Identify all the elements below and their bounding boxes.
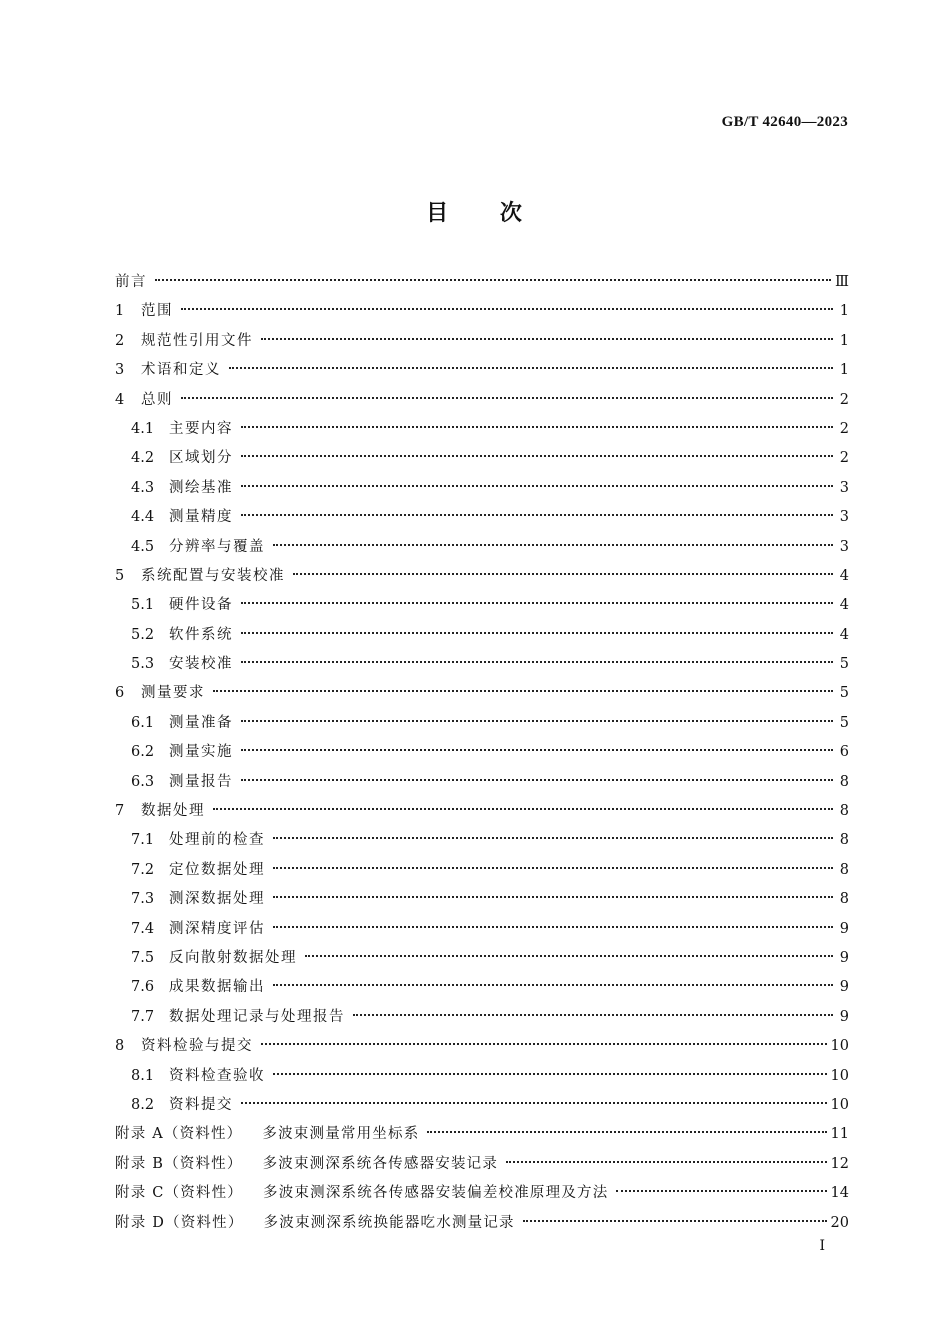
toc-entry-label: 系统配置与安装校准 xyxy=(141,567,285,584)
toc-entry-number: 4.3 xyxy=(131,479,155,496)
toc-entry-label: 范围 xyxy=(141,303,173,320)
toc-title-char-1: 目 xyxy=(426,200,451,226)
toc-entry[interactable] xyxy=(115,417,849,446)
toc-entry-page: 8 xyxy=(839,891,849,908)
dot-leader xyxy=(241,485,833,487)
toc-entry-number: 1 xyxy=(115,303,125,320)
toc-entry-label: 测量精度 xyxy=(169,509,233,526)
toc-entry-page: 6 xyxy=(839,744,849,761)
page-number: I xyxy=(819,1238,825,1254)
toc-entry-number: 8.2 xyxy=(131,1096,155,1113)
dot-leader xyxy=(241,749,833,751)
toc-entry-page: 10 xyxy=(830,1038,849,1055)
toc-entry[interactable] xyxy=(115,917,849,946)
appendix-tag: 附录 C（资料性） xyxy=(115,1185,244,1202)
toc-entry-number: 8 xyxy=(115,1038,125,1055)
toc-entry-label: 测量准备 xyxy=(169,714,233,731)
toc-entry-number: 5 xyxy=(115,567,125,584)
toc-entry-label: 前言 xyxy=(115,274,147,290)
toc-entry-number: 5.3 xyxy=(131,656,155,673)
toc-entry-label: 测量实施 xyxy=(169,744,233,761)
toc-entry-label: 反向散射数据处理 xyxy=(169,949,297,966)
toc-entry[interactable] xyxy=(115,564,849,593)
toc-entry-page: 8 xyxy=(839,773,849,790)
toc-title xyxy=(0,196,950,227)
appendix-label: 多波束测深系统各传感器安装记录 xyxy=(262,1155,499,1172)
toc-entry-label: 测深数据处理 xyxy=(169,891,265,908)
appendix-label: 多波束测深系统各传感器安装偏差校准原理及方法 xyxy=(263,1185,609,1202)
toc-entry-page: 5 xyxy=(839,685,849,702)
appendix-page: 11 xyxy=(830,1126,849,1143)
toc-entry[interactable] xyxy=(115,299,849,328)
toc-entry[interactable] xyxy=(115,652,849,681)
toc-entry[interactable] xyxy=(115,505,849,534)
toc-entry-number: 4.5 xyxy=(131,538,155,555)
toc-entry-number: 7.5 xyxy=(131,949,155,966)
toc-entry-page: 8 xyxy=(839,803,849,820)
toc-entry[interactable] xyxy=(115,711,849,740)
toc-entry-label: 测量要求 xyxy=(141,685,205,702)
toc-entry-number: 7.1 xyxy=(131,832,155,849)
toc-entry-label: 区域划分 xyxy=(169,450,233,467)
toc-entry-number: 6.3 xyxy=(131,773,155,790)
toc-entry-label: 术语和定义 xyxy=(141,362,221,379)
appendix-tag: 附录 B（资料性） xyxy=(115,1155,243,1172)
toc-entry[interactable] xyxy=(115,858,849,887)
toc-entry-page: 4 xyxy=(839,567,849,584)
dot-leader xyxy=(261,338,833,340)
toc-entry-label: 分辨率与覆盖 xyxy=(169,538,265,555)
toc-entry[interactable] xyxy=(115,681,849,710)
toc-entry-page: 2 xyxy=(839,420,849,437)
dot-leader xyxy=(241,661,833,663)
toc-entry-page: 8 xyxy=(839,832,849,849)
toc-entry-number: 6.1 xyxy=(131,714,155,731)
toc-entry[interactable] xyxy=(115,446,849,475)
toc-entry[interactable] xyxy=(115,770,849,799)
toc-entry-page: Ⅲ xyxy=(835,274,849,290)
toc-entry-page: 1 xyxy=(839,303,849,320)
toc-entry-number: 2 xyxy=(115,332,125,349)
appendix-page: 12 xyxy=(830,1155,849,1172)
toc-entry[interactable] xyxy=(115,388,849,417)
dot-leader xyxy=(261,1043,827,1045)
toc-entry-label: 数据处理记录与处理报告 xyxy=(169,1008,345,1025)
toc-entry-number: 3 xyxy=(115,362,125,379)
toc-entry-label: 测量报告 xyxy=(169,773,233,790)
appendix-tag: 附录 A（资料性） xyxy=(115,1126,243,1143)
appendix-label: 多波束测深系统换能器吃水测量记录 xyxy=(263,1214,515,1231)
toc-entry-number: 8.1 xyxy=(131,1067,155,1084)
toc-entry-label: 定位数据处理 xyxy=(169,861,265,878)
toc-entry-page: 10 xyxy=(830,1067,849,1084)
toc-entry-number: 5.1 xyxy=(131,597,155,614)
toc-entry-label: 硬件设备 xyxy=(169,597,233,614)
toc-entry-label: 资料检验与提交 xyxy=(141,1038,253,1055)
toc-title-char-2: 次 xyxy=(499,200,524,226)
dot-leader xyxy=(241,426,833,428)
dot-leader xyxy=(273,544,833,546)
toc-entry-label: 数据处理 xyxy=(141,803,205,820)
dot-leader xyxy=(616,1190,826,1192)
dot-leader xyxy=(273,896,833,898)
toc-entry[interactable] xyxy=(115,946,849,975)
toc-entry-label: 成果数据输出 xyxy=(169,979,265,996)
dot-leader xyxy=(229,367,833,369)
dot-leader xyxy=(155,279,831,281)
dot-leader xyxy=(293,573,833,575)
toc-entry-page: 3 xyxy=(839,538,849,555)
table-of-contents xyxy=(115,270,849,1240)
toc-entry-page: 2 xyxy=(839,450,849,467)
toc-appendix-entry[interactable] xyxy=(115,1152,849,1181)
dot-leader xyxy=(506,1161,826,1163)
toc-entry-label: 资料提交 xyxy=(169,1096,233,1113)
toc-entry-number: 5.2 xyxy=(131,626,155,643)
toc-entry-number: 7.7 xyxy=(131,1008,155,1025)
toc-entry-label: 总则 xyxy=(141,391,173,408)
toc-entry-number: 6.2 xyxy=(131,744,155,761)
appendix-label: 多波束测量常用坐标系 xyxy=(262,1126,420,1143)
toc-entry-page: 9 xyxy=(839,979,849,996)
toc-entry-number: 4.4 xyxy=(131,509,155,526)
toc-appendix-entry[interactable] xyxy=(115,1211,849,1240)
dot-leader xyxy=(241,1102,827,1104)
toc-entry-label: 主要内容 xyxy=(169,420,233,437)
toc-entry[interactable] xyxy=(115,329,849,358)
toc-entry-number: 4.1 xyxy=(131,420,155,437)
dot-leader xyxy=(241,779,833,781)
toc-entry-page: 3 xyxy=(839,509,849,526)
toc-entry-label: 规范性引用文件 xyxy=(141,332,253,349)
toc-entry-label: 安装校准 xyxy=(169,656,233,673)
standard-code: GB/T 42640—2023 xyxy=(721,114,848,130)
dot-leader xyxy=(213,690,833,692)
toc-entry-page: 3 xyxy=(839,479,849,496)
dot-leader xyxy=(273,867,833,869)
toc-entry-page: 5 xyxy=(839,714,849,731)
dot-leader xyxy=(181,397,833,399)
toc-entry-page: 1 xyxy=(839,332,849,349)
dot-leader xyxy=(241,632,833,634)
toc-entry-number: 7.6 xyxy=(131,979,155,996)
appendix-page: 20 xyxy=(830,1214,849,1231)
toc-entry[interactable] xyxy=(115,975,849,1004)
toc-entry[interactable] xyxy=(115,1093,849,1122)
dot-leader xyxy=(241,602,833,604)
toc-entry-label: 软件系统 xyxy=(169,626,233,643)
toc-entry-label: 资料检查验收 xyxy=(169,1067,265,1084)
toc-entry[interactable] xyxy=(115,593,849,622)
toc-entry-page: 9 xyxy=(839,949,849,966)
toc-entry[interactable] xyxy=(115,358,849,387)
toc-entry-page: 9 xyxy=(839,1008,849,1025)
toc-entry-label: 处理前的检查 xyxy=(169,832,265,849)
toc-entry[interactable] xyxy=(115,535,849,564)
dot-leader xyxy=(273,926,833,928)
toc-entry[interactable] xyxy=(115,476,849,505)
dot-leader xyxy=(273,984,833,986)
toc-entry[interactable] xyxy=(115,799,849,828)
appendix-page: 14 xyxy=(830,1185,849,1202)
toc-entry-page: 4 xyxy=(839,626,849,643)
toc-appendix-entry[interactable] xyxy=(115,1122,849,1151)
toc-entry-page: 1 xyxy=(839,362,849,379)
toc-entry[interactable] xyxy=(115,740,849,769)
dot-leader xyxy=(273,1073,827,1075)
dot-leader xyxy=(241,514,833,516)
toc-entry-page: 2 xyxy=(839,391,849,408)
toc-entry-number: 4 xyxy=(115,391,125,408)
toc-entry-number: 7.2 xyxy=(131,861,155,878)
toc-entry-page: 4 xyxy=(839,597,849,614)
toc-entry[interactable] xyxy=(115,887,849,916)
toc-entry-number: 6 xyxy=(115,685,125,702)
toc-entry-number: 7.3 xyxy=(131,891,155,908)
toc-entry[interactable] xyxy=(115,828,849,857)
toc-entry-number: 7.4 xyxy=(131,920,155,937)
toc-entry-label: 测绘基准 xyxy=(169,479,233,496)
appendix-tag: 附录 D（资料性） xyxy=(115,1214,244,1231)
toc-entry-number: 7 xyxy=(115,803,125,820)
dot-leader xyxy=(241,720,833,722)
toc-entry[interactable] xyxy=(115,1064,849,1093)
toc-entry-page: 9 xyxy=(839,920,849,937)
toc-appendix-entry[interactable] xyxy=(115,1181,849,1210)
toc-entry-page: 10 xyxy=(830,1096,849,1113)
dot-leader xyxy=(353,1014,833,1016)
toc-entry[interactable] xyxy=(115,1005,849,1034)
toc-entry[interactable] xyxy=(115,270,849,299)
toc-entry-page: 8 xyxy=(839,861,849,878)
dot-leader xyxy=(523,1220,827,1222)
dot-leader xyxy=(305,955,833,957)
dot-leader xyxy=(241,455,833,457)
toc-entry-page: 5 xyxy=(839,656,849,673)
dot-leader xyxy=(273,837,833,839)
toc-entry[interactable] xyxy=(115,1034,849,1063)
dot-leader xyxy=(427,1131,826,1133)
dot-leader xyxy=(181,308,833,310)
toc-entry-number: 4.2 xyxy=(131,450,155,467)
dot-leader xyxy=(213,808,833,810)
toc-entry-label: 测深精度评估 xyxy=(169,920,265,937)
toc-entry[interactable] xyxy=(115,623,849,652)
